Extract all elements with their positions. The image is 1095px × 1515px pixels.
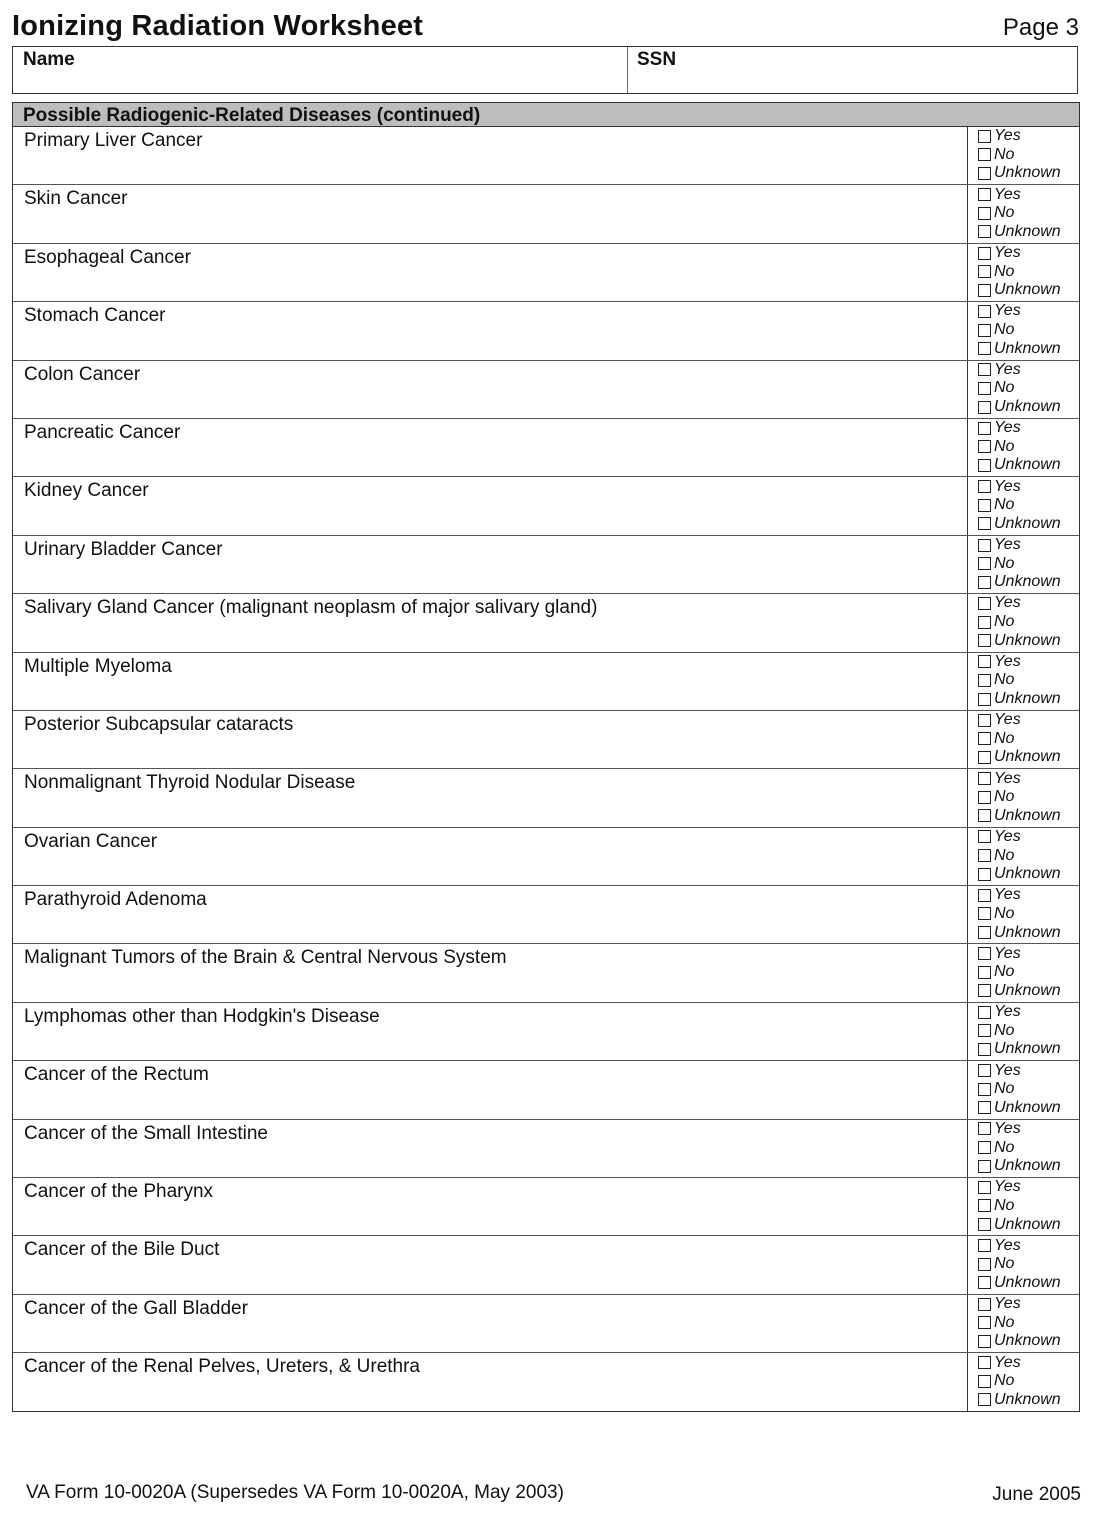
unknown-option[interactable] bbox=[978, 631, 1079, 650]
no-checkbox[interactable] bbox=[978, 148, 991, 161]
yes-option-label: Yes bbox=[994, 594, 1021, 612]
unknown-checkbox[interactable] bbox=[978, 1160, 991, 1173]
yes-checkbox[interactable] bbox=[978, 1064, 991, 1077]
unknown-checkbox[interactable] bbox=[978, 926, 991, 939]
yes-checkbox[interactable] bbox=[978, 1239, 991, 1252]
no-option[interactable] bbox=[978, 846, 1079, 865]
disease-row bbox=[13, 185, 1079, 243]
disease-label: Ovarian Cancer bbox=[24, 830, 158, 852]
yes-option-label: Yes bbox=[994, 185, 1021, 203]
disease-row bbox=[13, 711, 1079, 769]
answer-options bbox=[967, 419, 1079, 476]
yes-option-label: Yes bbox=[994, 944, 1021, 962]
yes-option-label: Yes bbox=[994, 477, 1021, 495]
yes-option[interactable] bbox=[978, 769, 1079, 788]
unknown-option-label: Unknown bbox=[994, 1157, 1061, 1175]
answer-options bbox=[967, 1178, 1079, 1235]
no-checkbox[interactable] bbox=[978, 1316, 991, 1329]
disease-row bbox=[13, 1061, 1079, 1119]
no-option-label: No bbox=[994, 1021, 1015, 1039]
yes-option[interactable] bbox=[978, 302, 1079, 321]
yes-option[interactable] bbox=[978, 886, 1079, 905]
yes-option[interactable] bbox=[978, 1061, 1079, 1080]
disease-label: Lymphomas other than Hodgkin's Disease bbox=[24, 1005, 380, 1027]
no-option[interactable] bbox=[978, 379, 1079, 398]
yes-option[interactable] bbox=[978, 594, 1079, 613]
no-option[interactable] bbox=[978, 262, 1079, 281]
no-option-label: No bbox=[994, 1255, 1015, 1273]
unknown-checkbox[interactable] bbox=[978, 634, 991, 647]
disease-label: Cancer of the Bile Duct bbox=[24, 1239, 220, 1261]
yes-option[interactable] bbox=[978, 828, 1079, 847]
no-checkbox[interactable] bbox=[978, 849, 991, 862]
unknown-option[interactable] bbox=[978, 748, 1079, 767]
unknown-option[interactable] bbox=[978, 281, 1079, 300]
unknown-checkbox[interactable] bbox=[978, 284, 991, 297]
yes-checkbox[interactable] bbox=[978, 772, 991, 785]
disease-label: Multiple Myeloma bbox=[24, 655, 172, 677]
yes-option[interactable] bbox=[978, 477, 1079, 496]
disease-label: Esophageal Cancer bbox=[24, 246, 191, 268]
no-checkbox[interactable] bbox=[978, 499, 991, 512]
unknown-option-label: Unknown bbox=[994, 1040, 1061, 1058]
answer-options bbox=[967, 127, 1079, 184]
yes-option-label: Yes bbox=[994, 1295, 1021, 1313]
answer-options bbox=[967, 711, 1079, 768]
unknown-option-label: Unknown bbox=[994, 281, 1061, 299]
page-number: Page 3 bbox=[1002, 14, 1079, 41]
unknown-checkbox[interactable] bbox=[978, 868, 991, 881]
disease-row bbox=[13, 886, 1079, 944]
no-option[interactable] bbox=[978, 613, 1079, 632]
unknown-option-label: Unknown bbox=[994, 456, 1061, 474]
unknown-option[interactable] bbox=[978, 865, 1079, 884]
no-option-label: No bbox=[994, 963, 1015, 981]
unknown-checkbox[interactable] bbox=[978, 693, 991, 706]
yes-checkbox[interactable] bbox=[978, 830, 991, 843]
no-checkbox[interactable] bbox=[978, 207, 991, 220]
no-option[interactable] bbox=[978, 146, 1079, 165]
unknown-option[interactable] bbox=[978, 1390, 1079, 1409]
answer-options bbox=[967, 1295, 1079, 1352]
yes-option-label: Yes bbox=[994, 1236, 1021, 1254]
no-checkbox[interactable] bbox=[978, 1375, 991, 1388]
answer-options bbox=[967, 769, 1079, 826]
yes-option[interactable] bbox=[978, 1353, 1079, 1372]
yes-option[interactable] bbox=[978, 1120, 1079, 1139]
disease-row bbox=[13, 1120, 1079, 1178]
unknown-checkbox[interactable] bbox=[978, 342, 991, 355]
answer-options bbox=[967, 653, 1079, 710]
yes-option[interactable] bbox=[978, 419, 1079, 438]
answer-options bbox=[967, 302, 1079, 359]
unknown-option-label: Unknown bbox=[994, 981, 1061, 999]
yes-checkbox[interactable] bbox=[978, 655, 991, 668]
unknown-checkbox[interactable] bbox=[978, 1335, 991, 1348]
unknown-option-label: Unknown bbox=[994, 222, 1061, 240]
disease-row bbox=[13, 944, 1079, 1002]
no-checkbox[interactable] bbox=[978, 1258, 991, 1271]
unknown-option[interactable] bbox=[978, 1157, 1079, 1176]
yes-option-label: Yes bbox=[994, 1003, 1021, 1021]
yes-option[interactable] bbox=[978, 185, 1079, 204]
page-title: Ionizing Radiation Worksheet bbox=[12, 10, 424, 42]
ssn-field-label: SSN bbox=[637, 49, 677, 70]
disease-label: Nonmalignant Thyroid Nodular Disease bbox=[24, 772, 356, 794]
no-option[interactable] bbox=[978, 321, 1079, 340]
yes-option-label: Yes bbox=[994, 419, 1021, 437]
unknown-option[interactable] bbox=[978, 398, 1079, 417]
no-option-label: No bbox=[994, 1138, 1015, 1156]
unknown-option-label: Unknown bbox=[994, 1273, 1061, 1291]
yes-option-label: Yes bbox=[994, 711, 1021, 729]
disease-label: Malignant Tumors of the Brain & Central Nervous System bbox=[24, 947, 507, 969]
diseases-section bbox=[12, 102, 1080, 1412]
unknown-checkbox[interactable] bbox=[978, 1276, 991, 1289]
answer-options bbox=[967, 594, 1079, 651]
yes-option-label: Yes bbox=[994, 769, 1021, 787]
disease-row bbox=[13, 1178, 1079, 1236]
unknown-option[interactable] bbox=[978, 1274, 1079, 1293]
no-option[interactable] bbox=[978, 496, 1079, 515]
no-option-label: No bbox=[994, 437, 1015, 455]
disease-row bbox=[13, 127, 1079, 185]
answer-options bbox=[967, 1061, 1079, 1118]
unknown-option-label: Unknown bbox=[994, 514, 1061, 532]
disease-label: Kidney Cancer bbox=[24, 480, 149, 502]
yes-option[interactable] bbox=[978, 944, 1079, 963]
yes-option-label: Yes bbox=[994, 244, 1021, 262]
no-checkbox[interactable] bbox=[978, 732, 991, 745]
answer-options bbox=[967, 244, 1079, 301]
unknown-option[interactable] bbox=[978, 1332, 1079, 1351]
no-checkbox[interactable] bbox=[978, 1141, 991, 1154]
yes-option-label: Yes bbox=[994, 360, 1021, 378]
unknown-option-label: Unknown bbox=[994, 806, 1061, 824]
yes-checkbox[interactable] bbox=[978, 188, 991, 201]
unknown-option[interactable] bbox=[978, 223, 1079, 242]
unknown-checkbox[interactable] bbox=[978, 1218, 991, 1231]
disease-row bbox=[13, 361, 1079, 419]
disease-row bbox=[13, 594, 1079, 652]
no-option[interactable] bbox=[978, 1313, 1079, 1332]
form-identifier: VA Form 10-0020A (Supersedes VA Form 10-0020A, May 2003) bbox=[26, 1482, 564, 1503]
unknown-option-label: Unknown bbox=[994, 164, 1061, 182]
yes-option-label: Yes bbox=[994, 827, 1021, 845]
disease-label: Urinary Bladder Cancer bbox=[24, 538, 223, 560]
unknown-option[interactable] bbox=[978, 339, 1079, 358]
no-option-label: No bbox=[994, 904, 1015, 922]
no-option-label: No bbox=[994, 729, 1015, 747]
unknown-checkbox[interactable] bbox=[978, 459, 991, 472]
yes-checkbox[interactable] bbox=[978, 480, 991, 493]
yes-option[interactable] bbox=[978, 1236, 1079, 1255]
name-field-label: Name bbox=[23, 49, 75, 70]
yes-option[interactable] bbox=[978, 1003, 1079, 1022]
no-option[interactable] bbox=[978, 1255, 1079, 1274]
disease-row bbox=[13, 302, 1079, 360]
yes-option-label: Yes bbox=[994, 1061, 1021, 1079]
disease-label: Salivary Gland Cancer (malignant neoplasm of major salivary gland) bbox=[24, 597, 598, 619]
no-checkbox[interactable] bbox=[978, 1199, 991, 1212]
no-option-label: No bbox=[994, 613, 1015, 631]
no-option-label: No bbox=[994, 204, 1015, 222]
no-option[interactable] bbox=[978, 788, 1079, 807]
yes-option-label: Yes bbox=[994, 1178, 1021, 1196]
unknown-option[interactable] bbox=[978, 573, 1079, 592]
yes-option-label: Yes bbox=[994, 127, 1021, 145]
answer-options bbox=[967, 185, 1079, 242]
disease-row bbox=[13, 244, 1079, 302]
identification-box bbox=[12, 46, 1078, 94]
unknown-option[interactable] bbox=[978, 456, 1079, 475]
answer-options bbox=[967, 1003, 1079, 1060]
answer-options bbox=[967, 886, 1079, 943]
no-option[interactable] bbox=[978, 1372, 1079, 1391]
disease-row bbox=[13, 1353, 1079, 1411]
disease-label: Cancer of the Renal Pelves, Ureters, & Urethra bbox=[24, 1356, 421, 1378]
disease-label: Parathyroid Adenoma bbox=[24, 889, 207, 911]
unknown-checkbox[interactable] bbox=[978, 1393, 991, 1406]
answer-options bbox=[967, 536, 1079, 593]
unknown-option[interactable] bbox=[978, 806, 1079, 825]
yes-checkbox[interactable] bbox=[978, 947, 991, 960]
disease-row bbox=[13, 653, 1079, 711]
yes-option[interactable] bbox=[978, 1178, 1079, 1197]
no-checkbox[interactable] bbox=[978, 324, 991, 337]
no-option-label: No bbox=[994, 788, 1015, 806]
no-option[interactable] bbox=[978, 1080, 1079, 1099]
answer-options bbox=[967, 828, 1079, 885]
yes-checkbox[interactable] bbox=[978, 1298, 991, 1311]
yes-option-label: Yes bbox=[994, 1119, 1021, 1137]
unknown-option-label: Unknown bbox=[994, 923, 1061, 941]
disease-label: Pancreatic Cancer bbox=[24, 421, 181, 443]
unknown-option-label: Unknown bbox=[994, 631, 1061, 649]
no-checkbox[interactable] bbox=[978, 440, 991, 453]
unknown-option[interactable] bbox=[978, 1215, 1079, 1234]
disease-label: Stomach Cancer bbox=[24, 305, 166, 327]
no-option[interactable] bbox=[978, 1138, 1079, 1157]
yes-checkbox[interactable] bbox=[978, 1181, 991, 1194]
unknown-option-label: Unknown bbox=[994, 1215, 1061, 1233]
no-option[interactable] bbox=[978, 554, 1079, 573]
unknown-checkbox[interactable] bbox=[978, 401, 991, 414]
yes-option-label: Yes bbox=[994, 302, 1021, 320]
unknown-option-label: Unknown bbox=[994, 339, 1061, 357]
yes-option[interactable] bbox=[978, 536, 1079, 555]
no-option[interactable] bbox=[978, 1021, 1079, 1040]
unknown-option-label: Unknown bbox=[994, 1390, 1061, 1408]
no-option[interactable] bbox=[978, 438, 1079, 457]
disease-list bbox=[13, 127, 1079, 1412]
yes-option[interactable] bbox=[978, 711, 1079, 730]
disease-label: Cancer of the Rectum bbox=[24, 1064, 209, 1086]
unknown-option[interactable] bbox=[978, 164, 1079, 183]
disease-label: Cancer of the Small Intestine bbox=[24, 1122, 268, 1144]
answer-options bbox=[967, 477, 1079, 534]
no-checkbox[interactable] bbox=[978, 1024, 991, 1037]
answer-options bbox=[967, 1120, 1079, 1177]
disease-row bbox=[13, 536, 1079, 594]
unknown-option[interactable] bbox=[978, 1040, 1079, 1059]
no-option[interactable] bbox=[978, 963, 1079, 982]
yes-option[interactable] bbox=[978, 653, 1079, 672]
disease-label: Skin Cancer bbox=[24, 188, 128, 210]
no-checkbox[interactable] bbox=[978, 791, 991, 804]
no-option[interactable] bbox=[978, 1197, 1079, 1216]
yes-checkbox[interactable] bbox=[978, 889, 991, 902]
no-checkbox[interactable] bbox=[978, 1083, 991, 1096]
yes-option-label: Yes bbox=[994, 886, 1021, 904]
no-option-label: No bbox=[994, 554, 1015, 572]
disease-label: Posterior Subcapsular cataracts bbox=[24, 713, 294, 735]
disease-row bbox=[13, 419, 1079, 477]
unknown-checkbox[interactable] bbox=[978, 225, 991, 238]
yes-checkbox[interactable] bbox=[978, 1122, 991, 1135]
unknown-option[interactable] bbox=[978, 690, 1079, 709]
yes-checkbox[interactable] bbox=[978, 714, 991, 727]
unknown-checkbox[interactable] bbox=[978, 576, 991, 589]
unknown-checkbox[interactable] bbox=[978, 1043, 991, 1056]
disease-label: Primary Liver Cancer bbox=[24, 130, 203, 151]
no-checkbox[interactable] bbox=[978, 907, 991, 920]
yes-checkbox[interactable] bbox=[978, 247, 991, 260]
unknown-checkbox[interactable] bbox=[978, 751, 991, 764]
unknown-option[interactable] bbox=[978, 515, 1079, 534]
no-option-label: No bbox=[994, 1372, 1015, 1390]
unknown-option-label: Unknown bbox=[994, 1098, 1061, 1116]
no-option-label: No bbox=[994, 671, 1015, 689]
no-checkbox[interactable] bbox=[978, 616, 991, 629]
yes-checkbox[interactable] bbox=[978, 422, 991, 435]
yes-checkbox[interactable] bbox=[978, 1356, 991, 1369]
answer-options bbox=[967, 1236, 1079, 1293]
section-header: Possible Radiogenic-Related Diseases (continued) bbox=[13, 103, 1079, 127]
identification-divider bbox=[627, 47, 628, 93]
disease-label: Colon Cancer bbox=[24, 363, 141, 385]
no-option-label: No bbox=[994, 321, 1015, 339]
unknown-checkbox[interactable] bbox=[978, 984, 991, 997]
yes-option[interactable] bbox=[978, 244, 1079, 263]
unknown-checkbox[interactable] bbox=[978, 1101, 991, 1114]
yes-option[interactable] bbox=[978, 1295, 1079, 1314]
no-option-label: No bbox=[994, 1196, 1015, 1214]
answer-options bbox=[967, 361, 1079, 418]
no-option-label: No bbox=[994, 1080, 1015, 1098]
no-checkbox[interactable] bbox=[978, 265, 991, 278]
no-option-label: No bbox=[994, 846, 1015, 864]
no-option[interactable] bbox=[978, 671, 1079, 690]
no-option-label: No bbox=[994, 145, 1015, 163]
disease-row bbox=[13, 769, 1079, 827]
yes-checkbox[interactable] bbox=[978, 130, 991, 143]
disease-row bbox=[13, 1295, 1079, 1353]
form-date: June 2005 bbox=[992, 1484, 1081, 1505]
unknown-checkbox[interactable] bbox=[978, 809, 991, 822]
no-checkbox[interactable] bbox=[978, 557, 991, 570]
yes-option[interactable] bbox=[978, 361, 1079, 380]
no-option[interactable] bbox=[978, 905, 1079, 924]
yes-option-label: Yes bbox=[994, 536, 1021, 554]
yes-option-label: Yes bbox=[994, 652, 1021, 670]
unknown-option-label: Unknown bbox=[994, 398, 1061, 416]
no-checkbox[interactable] bbox=[978, 382, 991, 395]
disease-row bbox=[13, 477, 1079, 535]
no-option-label: No bbox=[994, 262, 1015, 280]
unknown-checkbox[interactable] bbox=[978, 167, 991, 180]
yes-checkbox[interactable] bbox=[978, 363, 991, 376]
unknown-option-label: Unknown bbox=[994, 690, 1061, 707]
disease-row bbox=[13, 828, 1079, 886]
disease-row bbox=[13, 1003, 1079, 1061]
answer-options bbox=[967, 944, 1079, 1001]
unknown-option[interactable] bbox=[978, 1098, 1079, 1117]
answer-options bbox=[967, 1353, 1079, 1411]
unknown-option[interactable] bbox=[978, 982, 1079, 1001]
disease-label: Cancer of the Gall Bladder bbox=[24, 1297, 248, 1319]
yes-option-label: Yes bbox=[994, 1353, 1021, 1371]
yes-option[interactable] bbox=[978, 127, 1079, 146]
unknown-checkbox[interactable] bbox=[978, 517, 991, 530]
no-option-label: No bbox=[994, 1313, 1015, 1331]
unknown-option[interactable] bbox=[978, 923, 1079, 942]
unknown-option-label: Unknown bbox=[994, 865, 1061, 883]
disease-label: Cancer of the Pharynx bbox=[24, 1181, 214, 1203]
no-checkbox[interactable] bbox=[978, 966, 991, 979]
no-option-label: No bbox=[994, 496, 1015, 514]
yes-checkbox[interactable] bbox=[978, 305, 991, 318]
unknown-option-label: Unknown bbox=[994, 573, 1061, 591]
yes-checkbox[interactable] bbox=[978, 539, 991, 552]
disease-row bbox=[13, 1236, 1079, 1294]
no-checkbox[interactable] bbox=[978, 674, 991, 687]
yes-checkbox[interactable] bbox=[978, 597, 991, 610]
no-option[interactable] bbox=[978, 730, 1079, 749]
unknown-option-label: Unknown bbox=[994, 1332, 1061, 1350]
no-option[interactable] bbox=[978, 204, 1079, 223]
no-option-label: No bbox=[994, 379, 1015, 397]
unknown-option-label: Unknown bbox=[994, 748, 1061, 766]
yes-checkbox[interactable] bbox=[978, 1006, 991, 1019]
